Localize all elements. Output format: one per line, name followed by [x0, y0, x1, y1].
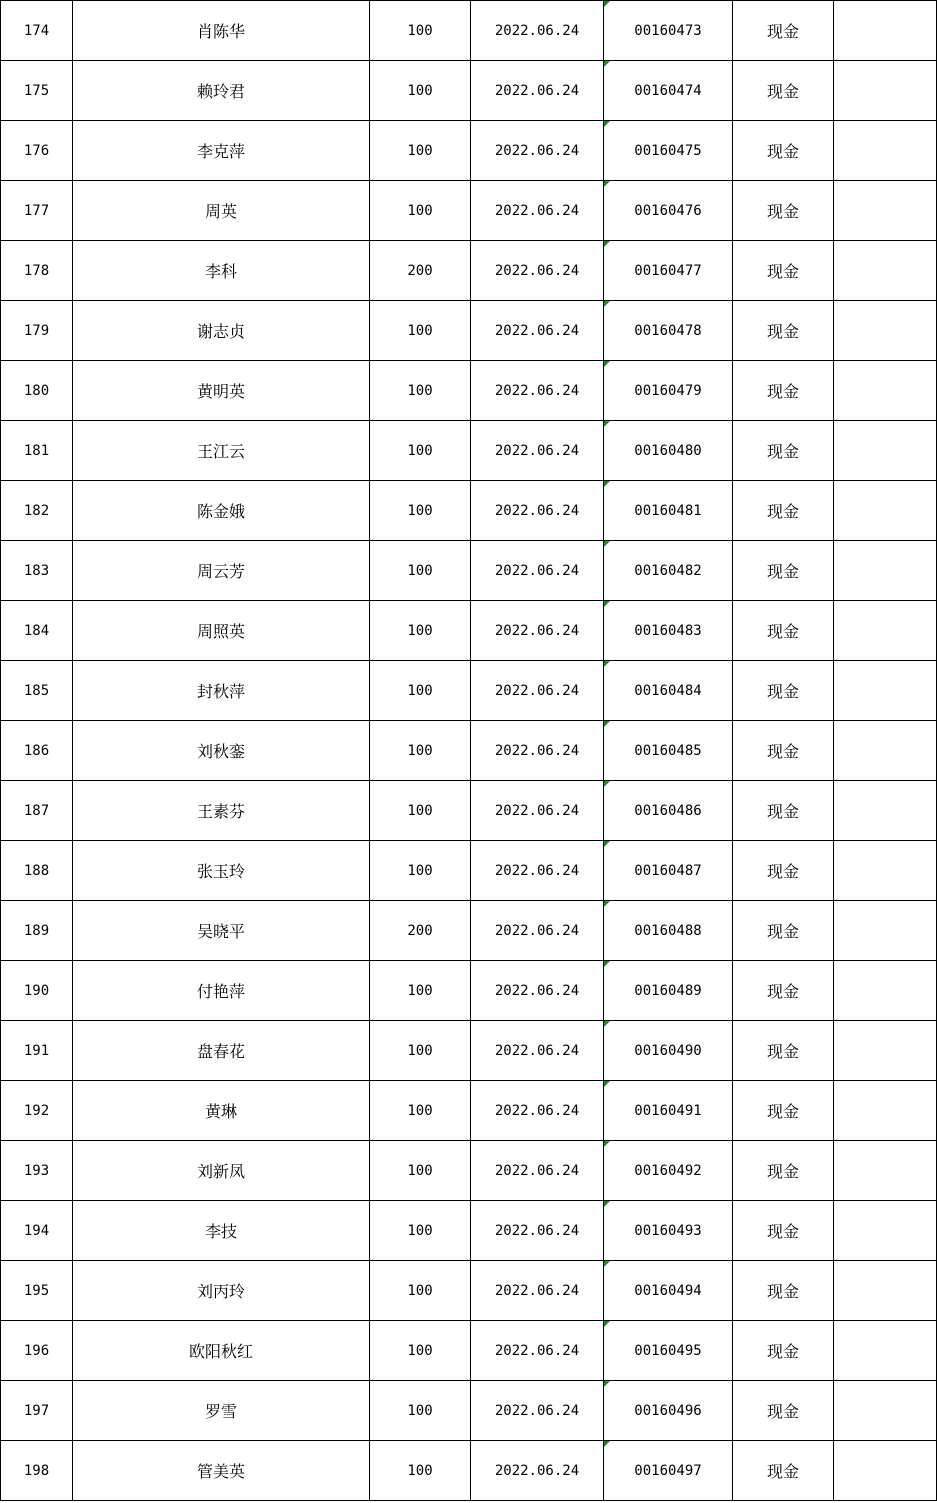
name-cell: 周英: [73, 181, 370, 241]
date-cell: 2022.06.24: [471, 481, 604, 541]
row-index-cell: 195: [1, 1261, 73, 1321]
payment-method-cell: 现金: [733, 721, 834, 781]
text-format-marker-icon: [604, 361, 610, 367]
table-row: [1, 1441, 937, 1501]
date-cell: 2022.06.24: [471, 1441, 604, 1501]
text-format-marker-icon: [604, 121, 610, 127]
payment-method-cell: 现金: [733, 1, 834, 61]
table-row: [1, 961, 937, 1021]
amount-cell: 100: [370, 661, 471, 721]
payment-method-cell: 现金: [733, 361, 834, 421]
payment-method-cell: 现金: [733, 121, 834, 181]
row-index-cell: 193: [1, 1141, 73, 1201]
note-cell: [834, 241, 937, 301]
row-index-cell: 194: [1, 1201, 73, 1261]
amount-cell: 100: [370, 1321, 471, 1381]
row-index-cell: 185: [1, 661, 73, 721]
text-format-marker-icon: [604, 1261, 610, 1267]
note-cell: [834, 61, 937, 121]
payment-method-cell: 现金: [733, 1261, 834, 1321]
table-row: [1, 781, 937, 841]
text-format-marker-icon: [604, 1381, 610, 1387]
amount-cell: 200: [370, 901, 471, 961]
note-cell: [834, 361, 937, 421]
text-format-marker-icon: [604, 1, 610, 7]
receipt-number-cell: [604, 1, 733, 61]
row-index-cell: 197: [1, 1381, 73, 1441]
name-cell: 盘春花: [73, 1021, 370, 1081]
receipt-number-cell: [604, 421, 733, 481]
date-cell: 2022.06.24: [471, 241, 604, 301]
name-cell: 李克萍: [73, 121, 370, 181]
receipt-number-text: 00160493: [634, 1222, 702, 1239]
text-format-marker-icon: [604, 1021, 610, 1027]
amount-cell: 100: [370, 601, 471, 661]
receipt-number-cell: [604, 1201, 733, 1261]
amount-cell: 100: [370, 1, 471, 61]
payment-method-cell: 现金: [733, 301, 834, 361]
table-row: [1, 1021, 937, 1081]
receipt-number-text: 00160495: [634, 1342, 702, 1359]
text-format-marker-icon: [604, 61, 610, 67]
payment-method-cell: 现金: [733, 1021, 834, 1081]
amount-cell: 100: [370, 961, 471, 1021]
receipt-number-text: 00160491: [634, 1102, 702, 1119]
receipt-number-text: 00160477: [634, 262, 702, 279]
receipt-number-cell: [604, 601, 733, 661]
text-format-marker-icon: [604, 1441, 610, 1447]
text-format-marker-icon: [604, 241, 610, 247]
note-cell: [834, 1141, 937, 1201]
row-index-cell: 176: [1, 121, 73, 181]
amount-cell: 100: [370, 841, 471, 901]
text-format-marker-icon: [604, 421, 610, 427]
amount-cell: 100: [370, 361, 471, 421]
receipt-number-text: 00160489: [634, 982, 702, 999]
payment-method-cell: 现金: [733, 781, 834, 841]
payment-method-cell: 现金: [733, 1081, 834, 1141]
text-format-marker-icon: [604, 841, 610, 847]
receipt-number-cell: [604, 1381, 733, 1441]
table-row: [1, 841, 937, 901]
row-index-cell: 198: [1, 1441, 73, 1501]
name-cell: 刘丙玲: [73, 1261, 370, 1321]
payment-method-cell: 现金: [733, 901, 834, 961]
receipt-number-cell: [604, 61, 733, 121]
name-cell: 王素芬: [73, 781, 370, 841]
text-format-marker-icon: [604, 601, 610, 607]
note-cell: [834, 1081, 937, 1141]
note-cell: [834, 841, 937, 901]
row-index-cell: 189: [1, 901, 73, 961]
receipt-number-cell: [604, 481, 733, 541]
receipt-number-cell: [604, 781, 733, 841]
amount-cell: 100: [370, 1081, 471, 1141]
text-format-marker-icon: [604, 661, 610, 667]
text-format-marker-icon: [604, 1081, 610, 1087]
date-cell: 2022.06.24: [471, 661, 604, 721]
receipt-number-cell: [604, 1261, 733, 1321]
receipt-number-text: 00160475: [634, 142, 702, 159]
receipt-number-cell: [604, 361, 733, 421]
amount-cell: 100: [370, 1021, 471, 1081]
note-cell: [834, 121, 937, 181]
table-row: [1, 1321, 937, 1381]
receipt-number-text: 00160496: [634, 1402, 702, 1419]
row-index-cell: 183: [1, 541, 73, 601]
receipt-number-cell: [604, 1321, 733, 1381]
name-cell: 周照英: [73, 601, 370, 661]
receipt-number-text: 00160490: [634, 1042, 702, 1059]
text-format-marker-icon: [604, 181, 610, 187]
date-cell: 2022.06.24: [471, 721, 604, 781]
note-cell: [834, 781, 937, 841]
name-cell: 谢志贞: [73, 301, 370, 361]
note-cell: [834, 961, 937, 1021]
table-row: [1, 361, 937, 421]
date-cell: 2022.06.24: [471, 901, 604, 961]
receipt-number-cell: [604, 901, 733, 961]
row-index-cell: 187: [1, 781, 73, 841]
amount-cell: 100: [370, 301, 471, 361]
date-cell: 2022.06.24: [471, 361, 604, 421]
receipt-number-text: 00160485: [634, 742, 702, 759]
receipt-number-cell: [604, 961, 733, 1021]
row-index-cell: 186: [1, 721, 73, 781]
name-cell: 肖陈华: [73, 1, 370, 61]
text-format-marker-icon: [604, 481, 610, 487]
date-cell: 2022.06.24: [471, 421, 604, 481]
row-index-cell: 190: [1, 961, 73, 1021]
amount-cell: 100: [370, 421, 471, 481]
name-cell: 刘秋銮: [73, 721, 370, 781]
amount-cell: 100: [370, 1261, 471, 1321]
payment-method-cell: 现金: [733, 541, 834, 601]
table-row: [1, 121, 937, 181]
amount-cell: 100: [370, 541, 471, 601]
name-cell: 李科: [73, 241, 370, 301]
date-cell: 2022.06.24: [471, 541, 604, 601]
note-cell: [834, 1201, 937, 1261]
amount-cell: 100: [370, 1441, 471, 1501]
receipt-number-cell: [604, 1441, 733, 1501]
row-index-cell: 178: [1, 241, 73, 301]
name-cell: 张玉玲: [73, 841, 370, 901]
payment-method-cell: 现金: [733, 61, 834, 121]
date-cell: 2022.06.24: [471, 1141, 604, 1201]
receipt-number-cell: [604, 541, 733, 601]
name-cell: 黄琳: [73, 1081, 370, 1141]
name-cell: 陈金娥: [73, 481, 370, 541]
receipt-number-cell: [604, 661, 733, 721]
text-format-marker-icon: [604, 961, 610, 967]
name-cell: 付艳萍: [73, 961, 370, 1021]
table-row: [1, 181, 937, 241]
note-cell: [834, 601, 937, 661]
row-index-cell: 179: [1, 301, 73, 361]
table-row: [1, 541, 937, 601]
date-cell: 2022.06.24: [471, 1081, 604, 1141]
date-cell: 2022.06.24: [471, 841, 604, 901]
receipt-number-text: 00160492: [634, 1162, 702, 1179]
row-index-cell: 192: [1, 1081, 73, 1141]
date-cell: 2022.06.24: [471, 61, 604, 121]
payment-method-cell: 现金: [733, 601, 834, 661]
payment-method-cell: 现金: [733, 1441, 834, 1501]
receipt-number-text: 00160479: [634, 382, 702, 399]
date-cell: 2022.06.24: [471, 121, 604, 181]
receipt-number-text: 00160481: [634, 502, 702, 519]
name-cell: 管美英: [73, 1441, 370, 1501]
text-format-marker-icon: [604, 301, 610, 307]
name-cell: 黄明英: [73, 361, 370, 421]
receipt-number-text: 00160488: [634, 922, 702, 939]
text-format-marker-icon: [604, 1201, 610, 1207]
amount-cell: 100: [370, 181, 471, 241]
amount-cell: 100: [370, 121, 471, 181]
name-cell: 赖玲君: [73, 61, 370, 121]
note-cell: [834, 661, 937, 721]
amount-cell: 200: [370, 241, 471, 301]
row-index-cell: 191: [1, 1021, 73, 1081]
note-cell: [834, 481, 937, 541]
table-row: [1, 1141, 937, 1201]
date-cell: 2022.06.24: [471, 1321, 604, 1381]
receipt-number-text: 00160497: [634, 1462, 702, 1479]
receipt-number-cell: [604, 1021, 733, 1081]
table-row: [1, 721, 937, 781]
row-index-cell: 184: [1, 601, 73, 661]
row-index-cell: 177: [1, 181, 73, 241]
note-cell: [834, 421, 937, 481]
receipt-number-cell: [604, 1081, 733, 1141]
row-index-cell: 180: [1, 361, 73, 421]
table-row: [1, 601, 937, 661]
table-row: [1, 481, 937, 541]
receipt-number-cell: [604, 301, 733, 361]
row-index-cell: 182: [1, 481, 73, 541]
date-cell: 2022.06.24: [471, 1, 604, 61]
row-index-cell: 188: [1, 841, 73, 901]
name-cell: 欧阳秋红: [73, 1321, 370, 1381]
table-row: [1, 1201, 937, 1261]
note-cell: [834, 721, 937, 781]
note-cell: [834, 1, 937, 61]
text-format-marker-icon: [604, 1141, 610, 1147]
note-cell: [834, 181, 937, 241]
date-cell: 2022.06.24: [471, 301, 604, 361]
table-body: [1, 1, 937, 1501]
date-cell: 2022.06.24: [471, 961, 604, 1021]
payment-method-cell: 现金: [733, 841, 834, 901]
date-cell: 2022.06.24: [471, 181, 604, 241]
name-cell: 周云芳: [73, 541, 370, 601]
amount-cell: 100: [370, 481, 471, 541]
table-row: [1, 241, 937, 301]
receipt-number-cell: [604, 721, 733, 781]
payment-method-cell: 现金: [733, 1381, 834, 1441]
receipt-number-text: 00160478: [634, 322, 702, 339]
note-cell: [834, 1321, 937, 1381]
table-row: [1, 1, 937, 61]
note-cell: [834, 1021, 937, 1081]
text-format-marker-icon: [604, 1321, 610, 1327]
table-row: [1, 1081, 937, 1141]
text-format-marker-icon: [604, 781, 610, 787]
row-index-cell: 181: [1, 421, 73, 481]
receipt-number-text: 00160486: [634, 802, 702, 819]
receipt-number-text: 00160476: [634, 202, 702, 219]
date-cell: 2022.06.24: [471, 781, 604, 841]
note-cell: [834, 541, 937, 601]
amount-cell: 100: [370, 61, 471, 121]
row-index-cell: 174: [1, 1, 73, 61]
name-cell: 吴晓平: [73, 901, 370, 961]
amount-cell: 100: [370, 1141, 471, 1201]
table-row: [1, 1261, 937, 1321]
row-index-cell: 175: [1, 61, 73, 121]
receipt-number-text: 00160494: [634, 1282, 702, 1299]
amount-cell: 100: [370, 721, 471, 781]
text-format-marker-icon: [604, 901, 610, 907]
receipt-number-cell: [604, 841, 733, 901]
name-cell: 王江云: [73, 421, 370, 481]
amount-cell: 100: [370, 1381, 471, 1441]
payment-method-cell: 现金: [733, 1321, 834, 1381]
receipt-number-cell: [604, 181, 733, 241]
receipt-number-cell: [604, 1141, 733, 1201]
note-cell: [834, 1441, 937, 1501]
name-cell: 封秋萍: [73, 661, 370, 721]
name-cell: 罗雪: [73, 1381, 370, 1441]
row-index-cell: 196: [1, 1321, 73, 1381]
table-row: [1, 1381, 937, 1441]
payment-method-cell: 现金: [733, 181, 834, 241]
table-row: [1, 421, 937, 481]
date-cell: 2022.06.24: [471, 1381, 604, 1441]
payment-method-cell: 现金: [733, 241, 834, 301]
payment-method-cell: 现金: [733, 1201, 834, 1261]
date-cell: 2022.06.24: [471, 601, 604, 661]
payment-method-cell: 现金: [733, 661, 834, 721]
name-cell: 李技: [73, 1201, 370, 1261]
payment-method-cell: 现金: [733, 961, 834, 1021]
receipt-number-text: 00160484: [634, 682, 702, 699]
payment-method-cell: 现金: [733, 481, 834, 541]
note-cell: [834, 1381, 937, 1441]
receipt-number-text: 00160487: [634, 862, 702, 879]
table-row: [1, 661, 937, 721]
receipt-number-text: 00160482: [634, 562, 702, 579]
amount-cell: 100: [370, 1201, 471, 1261]
payment-method-cell: 现金: [733, 1141, 834, 1201]
table-row: [1, 901, 937, 961]
receipt-number-cell: [604, 241, 733, 301]
text-format-marker-icon: [604, 721, 610, 727]
receipt-number-text: 00160474: [634, 82, 702, 99]
payment-method-cell: 现金: [733, 421, 834, 481]
table-row: [1, 61, 937, 121]
note-cell: [834, 1261, 937, 1321]
table-row: [1, 301, 937, 361]
receipt-number-text: 00160480: [634, 442, 702, 459]
receipt-number-text: 00160473: [634, 22, 702, 39]
date-cell: 2022.06.24: [471, 1261, 604, 1321]
amount-cell: 100: [370, 781, 471, 841]
text-format-marker-icon: [604, 541, 610, 547]
date-cell: 2022.06.24: [471, 1021, 604, 1081]
date-cell: 2022.06.24: [471, 1201, 604, 1261]
name-cell: 刘新凤: [73, 1141, 370, 1201]
note-cell: [834, 301, 937, 361]
receipt-number-text: 00160483: [634, 622, 702, 639]
note-cell: [834, 901, 937, 961]
receipt-number-cell: [604, 121, 733, 181]
